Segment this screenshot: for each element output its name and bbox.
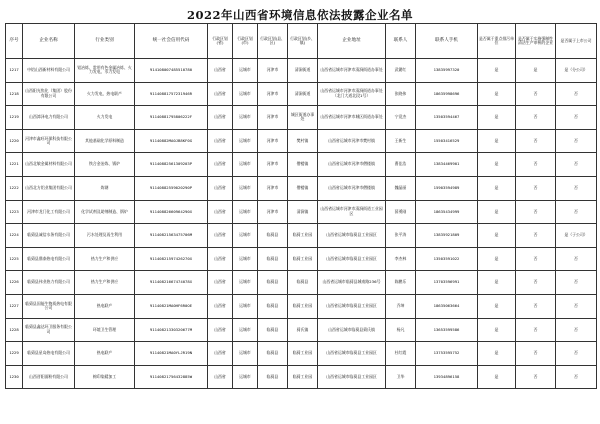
listed-company-flag-cell: 否 bbox=[556, 294, 597, 318]
listed-company-flag-cell: 否 bbox=[556, 200, 597, 224]
province-cell: 山西省 bbox=[208, 342, 233, 366]
clean-production-flag-cell: 否 bbox=[516, 318, 556, 342]
enterprise-address-cell: 山西省运城市临猗县猗氏镇 bbox=[318, 318, 386, 342]
enterprise-address-cell: 山西省运城市临猗县工业园区 bbox=[318, 365, 386, 389]
clean-production-flag-cell: 否 bbox=[516, 247, 556, 271]
clean-production-flag-cell: 否 bbox=[516, 153, 556, 177]
credit-code-cell: 91140821MA0HF6R0OE bbox=[135, 294, 208, 318]
clean-production-flag-cell: 否 bbox=[516, 82, 556, 106]
industry-category-cell: 棉印染精加工 bbox=[75, 365, 135, 389]
credit-code-cell: 91140881757231946R bbox=[135, 82, 208, 106]
town-cell: 临猗工业园 bbox=[288, 342, 318, 366]
contact-person-cell: 张平涛 bbox=[386, 224, 416, 248]
county-cell: 河津市 bbox=[258, 176, 288, 200]
listed-company-flag-cell: 否 bbox=[556, 247, 597, 271]
town-cell: 临猗工业园 bbox=[288, 247, 318, 271]
contact-phone-cell: 13503594467 bbox=[416, 106, 478, 130]
listed-company-flag-cell: 否 bbox=[556, 176, 597, 200]
clean-production-flag-cell: 否 bbox=[516, 176, 556, 200]
enterprise-address-cell: 山西省运城市河津市城区街道办事处 bbox=[318, 106, 386, 130]
county-cell: 河津市 bbox=[258, 153, 288, 177]
contact-phone-cell: 18635998696 bbox=[416, 82, 478, 106]
county-cell: 临猗县 bbox=[258, 224, 288, 248]
row-number-cell: 1219 bbox=[6, 106, 23, 130]
contact-person-cell: 乔坤 bbox=[386, 294, 416, 318]
town-cell: 城区街道办事处 bbox=[288, 106, 318, 130]
city-cell: 运城市 bbox=[233, 153, 258, 177]
enterprise-address-cell: 山西省运城市临猗县工业园区 bbox=[318, 294, 386, 318]
enterprise-name-cell: 临猗县诚信水务有限公司 bbox=[23, 224, 75, 248]
credit-code-cell: 91140882MA0JB8KF0G bbox=[135, 129, 208, 153]
clean-production-flag-cell: 否 bbox=[516, 271, 556, 295]
row-number-cell: 1229 bbox=[6, 342, 23, 366]
column-header: 是否属于实施强制性清洁生产审核的企业 bbox=[516, 24, 556, 59]
credit-code-cell: 91140821330320677M bbox=[135, 318, 208, 342]
county-cell: 河津市 bbox=[258, 129, 288, 153]
column-header: 行政区划(省) bbox=[208, 24, 233, 59]
town-cell: 临猗县 bbox=[288, 271, 318, 295]
contact-person-cell: 武繁红 bbox=[386, 59, 416, 83]
enterprise-address-cell: 山西省运城市临猗县工业园区 bbox=[318, 342, 386, 366]
clean-production-flag-cell: 否 bbox=[516, 224, 556, 248]
province-cell: 山西省 bbox=[208, 200, 233, 224]
industry-category-cell: 热力生产和供应 bbox=[75, 247, 135, 271]
key-polluter-flag-cell: 是 bbox=[478, 271, 516, 295]
listed-company-flag-cell: 否 bbox=[556, 153, 597, 177]
clean-production-flag-cell: 否 bbox=[516, 294, 556, 318]
column-header: 联系人 bbox=[386, 24, 416, 59]
row-number-cell: 1220 bbox=[6, 129, 23, 153]
province-cell: 山西省 bbox=[208, 224, 233, 248]
column-header: 联系人手机 bbox=[416, 24, 478, 59]
key-polluter-flag-cell: 是 bbox=[478, 200, 516, 224]
contact-phone-cell: 13503591022 bbox=[416, 247, 478, 271]
enterprise-name-cell: 临猗县鼎泰热电有限公司 bbox=[23, 247, 75, 271]
enterprise-address-cell: 山西省运城市临猗县工业园区 bbox=[318, 224, 386, 248]
contact-person-cell: 张晓伟 bbox=[386, 82, 416, 106]
key-polluter-flag-cell: 是 bbox=[478, 59, 516, 83]
town-cell: 临猗工业园 bbox=[288, 365, 318, 389]
province-cell: 山西省 bbox=[208, 365, 233, 389]
contact-phone-cell: 13835997320 bbox=[416, 59, 478, 83]
enterprise-address-cell: 山西省运城市河津市僧楼镇 bbox=[318, 176, 386, 200]
county-cell: 临猗县 bbox=[258, 271, 288, 295]
city-cell: 运城市 bbox=[233, 247, 258, 271]
column-header: 是否属于上市公司 bbox=[556, 24, 597, 59]
enterprise-name-cell: 临猗县星岛热电有限公司 bbox=[23, 342, 75, 366]
clean-production-flag-cell: 否 bbox=[516, 129, 556, 153]
city-cell: 运城市 bbox=[233, 224, 258, 248]
column-header: 是否属于重点排污单位 bbox=[478, 24, 516, 59]
key-polluter-flag-cell: 是 bbox=[478, 247, 516, 271]
table-row bbox=[6, 365, 597, 389]
enterprise-name-cell: 山西晋阳面粉有限公司 bbox=[23, 365, 75, 389]
row-number-cell: 1226 bbox=[6, 271, 23, 295]
enterprise-name-cell: 临猗县鑫达环卫服务有限公司 bbox=[23, 318, 75, 342]
enterprise-table bbox=[5, 23, 597, 389]
credit-code-cell: 91140821MA0YLJR19N bbox=[135, 342, 208, 366]
clean-production-flag-cell: 否 bbox=[516, 365, 556, 389]
credit-code-cell: 91140821563475706M bbox=[135, 224, 208, 248]
key-polluter-flag-cell: 是 bbox=[478, 224, 516, 248]
contact-person-cell: 卫华 bbox=[386, 365, 416, 389]
contact-phone-cell: 18635063664 bbox=[416, 294, 478, 318]
county-cell: 河津市 bbox=[258, 200, 288, 224]
table-row bbox=[6, 271, 597, 295]
county-cell: 临猗县 bbox=[258, 294, 288, 318]
county-cell: 临猗县 bbox=[258, 342, 288, 366]
credit-code-cell: 91140882559020290P bbox=[135, 176, 208, 200]
province-cell: 山西省 bbox=[208, 129, 233, 153]
industry-category-cell: 污水处理及再生利用 bbox=[75, 224, 135, 248]
key-polluter-flag-cell: 是 bbox=[478, 294, 516, 318]
credit-code-cell: 91140821667474078X bbox=[135, 271, 208, 295]
enterprise-name-cell: 河津市龙门化工有限公司 bbox=[23, 200, 75, 224]
industry-category-cell: 环境卫生管理 bbox=[75, 318, 135, 342]
town-cell: 僧楼镇 bbox=[288, 176, 318, 200]
listed-company-flag-cell: 否 bbox=[556, 318, 597, 342]
province-cell: 山西省 bbox=[208, 247, 233, 271]
province-cell: 山西省 bbox=[208, 106, 233, 130]
key-polluter-flag-cell: 是 bbox=[478, 82, 516, 106]
credit-code-cell: 91140882660964290X bbox=[135, 200, 208, 224]
contact-person-cell: 杜红霞 bbox=[386, 342, 416, 366]
industry-category-cell: 炼钢 bbox=[75, 176, 135, 200]
county-cell: 河津市 bbox=[258, 106, 288, 130]
province-cell: 山西省 bbox=[208, 82, 233, 106]
contact-person-cell: 曹佳浩 bbox=[386, 153, 416, 177]
province-cell: 山西省 bbox=[208, 294, 233, 318]
row-number-cell: 1223 bbox=[6, 200, 23, 224]
industry-category-cell: 热电联产 bbox=[75, 342, 135, 366]
contact-person-cell: 薛勇刚 bbox=[386, 200, 416, 224]
enterprise-name-cell: 山西阳光焦化（集团）股份有限公司 bbox=[23, 82, 75, 106]
enterprise-address-cell: 山西省运城市河津市清涧街道工业园区 bbox=[318, 200, 386, 224]
enterprise-name-cell: 山西北敏金属材料有限公司 bbox=[23, 153, 75, 177]
contact-person-cell: 宁竟杰 bbox=[386, 106, 416, 130]
column-header: 行业类别 bbox=[75, 24, 135, 59]
contact-phone-cell: 13653599586 bbox=[416, 318, 478, 342]
county-cell: 河津市 bbox=[258, 59, 288, 83]
town-cell: 清涧街道 bbox=[288, 59, 318, 83]
clean-production-flag-cell: 是 bbox=[516, 59, 556, 83]
industry-category-cell: 火力发电 bbox=[75, 106, 135, 130]
enterprise-address-cell: 山西省运城市河津市清涧街道办事处（北门大道北段1号） bbox=[318, 82, 386, 106]
table-row bbox=[6, 318, 597, 342]
enterprise-address-cell: 山西省运城市河津市僧楼镇 bbox=[318, 153, 386, 177]
clean-production-flag-cell: 否 bbox=[516, 342, 556, 366]
key-polluter-flag-cell: 是 bbox=[478, 365, 516, 389]
clean-production-flag-cell: 否 bbox=[516, 200, 556, 224]
listed-company-flag-cell: 否 bbox=[556, 342, 597, 366]
province-cell: 山西省 bbox=[208, 59, 233, 83]
province-cell: 山西省 bbox=[208, 153, 233, 177]
contact-phone-cell: 15503416529 bbox=[416, 129, 478, 153]
key-polluter-flag-cell: 是 bbox=[478, 129, 516, 153]
enterprise-address-cell: 山西省运城市河津市樊村镇 bbox=[318, 129, 386, 153]
city-cell: 运城市 bbox=[233, 59, 258, 83]
column-header: 行政区划(乡、镇) bbox=[288, 24, 318, 59]
industry-category-cell: 热电联产 bbox=[75, 294, 135, 318]
table-row bbox=[6, 342, 597, 366]
town-cell: 临猗工业园 bbox=[288, 294, 318, 318]
enterprise-name-cell: 临猗县伟业热力有限公司 bbox=[23, 271, 75, 295]
city-cell: 运城市 bbox=[233, 82, 258, 106]
industry-category-cell: 化学试剂及助剂制造、锅炉 bbox=[75, 200, 135, 224]
credit-code-cell: 914108007485510780 bbox=[135, 59, 208, 83]
town-cell: 僧楼镇 bbox=[288, 153, 318, 177]
table-row bbox=[6, 200, 597, 224]
enterprise-name-cell: 山西漳泽电力有限公司 bbox=[23, 106, 75, 130]
row-number-cell: 1227 bbox=[6, 294, 23, 318]
industry-category-cell: 火力发电，热电联产 bbox=[75, 82, 135, 106]
industry-category-cell: 铁合金冶炼、锅炉 bbox=[75, 153, 135, 177]
city-cell: 运城市 bbox=[233, 365, 258, 389]
column-header: 行政区划(县、区) bbox=[258, 24, 288, 59]
town-cell: 清涧镇 bbox=[288, 200, 318, 224]
listed-company-flag-cell: 是（分公司） bbox=[556, 59, 597, 83]
listed-company-flag-cell: 否 bbox=[556, 129, 597, 153]
listed-company-flag-cell: 否 bbox=[556, 365, 597, 389]
enterprise-address-cell: 山西省运城市河津市清涧街道办事处 bbox=[318, 59, 386, 83]
table-row bbox=[6, 176, 597, 200]
town-cell: 樊村镇 bbox=[288, 129, 318, 153]
key-polluter-flag-cell: 是 bbox=[478, 342, 516, 366]
contact-phone-cell: 13835921809 bbox=[416, 224, 478, 248]
enterprise-address-cell: 山西省运城市临猗县工业园区 bbox=[318, 247, 386, 271]
enterprise-address-cell: 山西省运城市临猗县城南路236号 bbox=[318, 271, 386, 295]
table-row bbox=[6, 247, 597, 271]
industry-category-cell: 热力生产和供应 bbox=[75, 271, 135, 295]
key-polluter-flag-cell: 是 bbox=[478, 176, 516, 200]
listed-company-flag-cell: 是（子公司） bbox=[556, 224, 597, 248]
province-cell: 山西省 bbox=[208, 318, 233, 342]
row-number-cell: 1224 bbox=[6, 224, 23, 248]
row-number-cell: 1217 bbox=[6, 59, 23, 83]
city-cell: 运城市 bbox=[233, 106, 258, 130]
contact-person-cell: 陈鹏乐 bbox=[386, 271, 416, 295]
table-row bbox=[6, 294, 597, 318]
column-header: 序号 bbox=[6, 24, 23, 59]
county-cell: 临猗县 bbox=[258, 318, 288, 342]
column-header: 企业地址 bbox=[318, 24, 386, 59]
key-polluter-flag-cell: 是 bbox=[478, 318, 516, 342]
city-cell: 运城市 bbox=[233, 342, 258, 366]
town-cell: 临猗工业园 bbox=[288, 224, 318, 248]
contact-person-cell: 李杰林 bbox=[386, 247, 416, 271]
row-number-cell: 1225 bbox=[6, 247, 23, 271]
town-cell: 清涧街道 bbox=[288, 82, 318, 106]
listed-company-flag-cell: 否 bbox=[556, 106, 597, 130]
province-cell: 山西省 bbox=[208, 176, 233, 200]
listed-company-flag-cell: 否 bbox=[556, 82, 597, 106]
contact-phone-cell: 13753595752 bbox=[416, 342, 478, 366]
city-cell: 运城市 bbox=[233, 129, 258, 153]
clean-production-flag-cell: 否 bbox=[516, 106, 556, 130]
table-row bbox=[6, 59, 597, 83]
enterprise-name-cell: 临猗县国能生物质热电有限公司 bbox=[23, 294, 75, 318]
contact-phone-cell: 18635434999 bbox=[416, 200, 478, 224]
credit-code-cell: 91140821756432885W bbox=[135, 365, 208, 389]
table-header-row bbox=[6, 24, 597, 59]
row-number-cell: 1230 bbox=[6, 365, 23, 389]
table-row bbox=[6, 153, 597, 177]
column-header: 企业名称 bbox=[23, 24, 75, 59]
table-row bbox=[6, 129, 597, 153]
enterprise-name-cell: 中铝山西新材料有限公司 bbox=[23, 59, 75, 83]
contact-phone-cell: 13834469901 bbox=[416, 153, 478, 177]
contact-person-cell: 杨凡 bbox=[386, 318, 416, 342]
credit-code-cell: 91140882561309203P bbox=[135, 153, 208, 177]
county-cell: 河津市 bbox=[258, 82, 288, 106]
column-header: 行政区划(市) bbox=[233, 24, 258, 59]
industry-category-cell: 铝冶炼、常用有色金属冶炼、火力发电、水力发电 bbox=[75, 59, 135, 83]
contact-phone-cell: 13934896158 bbox=[416, 365, 478, 389]
enterprise-name-cell: 河津市鑫旺环保科技有限公司 bbox=[23, 129, 75, 153]
county-cell: 临猗县 bbox=[258, 365, 288, 389]
city-cell: 运城市 bbox=[233, 271, 258, 295]
row-number-cell: 1218 bbox=[6, 82, 23, 106]
city-cell: 运城市 bbox=[233, 200, 258, 224]
column-header: 统一社会信用代码 bbox=[135, 24, 208, 59]
listed-company-flag-cell: 否 bbox=[556, 271, 597, 295]
county-cell: 临猗县 bbox=[258, 247, 288, 271]
contact-person-cell: 魏晶丽 bbox=[386, 176, 416, 200]
industry-category-cell: 其他基础化学原料制造 bbox=[75, 129, 135, 153]
contact-phone-cell: 13703596991 bbox=[416, 271, 478, 295]
row-number-cell: 1221 bbox=[6, 153, 23, 177]
key-polluter-flag-cell: 是 bbox=[478, 106, 516, 130]
credit-code-cell: 91140821597426270X bbox=[135, 247, 208, 271]
key-polluter-flag-cell: 是 bbox=[478, 153, 516, 177]
table-row bbox=[6, 106, 597, 130]
town-cell: 猗氏镇 bbox=[288, 318, 318, 342]
contact-person-cell: 王新生 bbox=[386, 129, 416, 153]
credit-code-cell: 91140881795806222F bbox=[135, 106, 208, 130]
row-number-cell: 1222 bbox=[6, 176, 23, 200]
city-cell: 运城市 bbox=[233, 176, 258, 200]
contact-phone-cell: 15903594989 bbox=[416, 176, 478, 200]
table-row bbox=[6, 82, 597, 106]
document-title: 2022年山西省环境信息依法披露企业名单 bbox=[186, 8, 413, 22]
province-cell: 山西省 bbox=[208, 271, 233, 295]
city-cell: 运城市 bbox=[233, 318, 258, 342]
table-row bbox=[6, 224, 597, 248]
row-number-cell: 1228 bbox=[6, 318, 23, 342]
city-cell: 运城市 bbox=[233, 294, 258, 318]
enterprise-name-cell: 山西北方铝业集团有限公司 bbox=[23, 176, 75, 200]
